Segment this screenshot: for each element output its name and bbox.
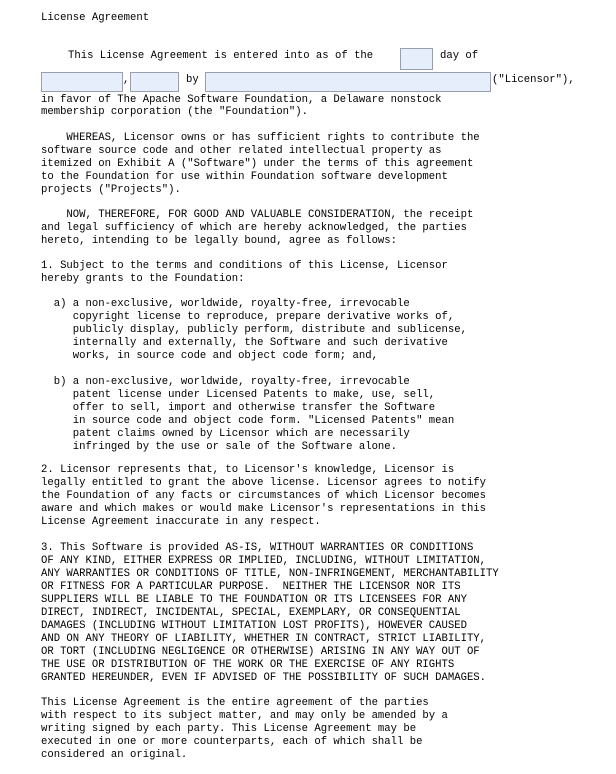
month-field[interactable]	[41, 72, 123, 92]
year-field[interactable]	[130, 72, 179, 92]
paragraph-line: with respect to its subject matter, and may only be amended by a	[41, 710, 448, 722]
paragraph-line: copyright license to reproduce, prepare derivative works of,	[41, 311, 455, 323]
licensor-name-field[interactable]	[205, 72, 491, 92]
paragraph-line: WHEREAS, Licensor owns or has sufficient rights to contribute the	[41, 132, 480, 144]
paragraph-line: and legal sufficiency of which are hereby acknowledged, the parties	[41, 222, 467, 234]
paragraph-line: License Agreement inaccurate in any respect.	[41, 516, 321, 528]
day-of-label: day of	[440, 50, 479, 62]
paragraph-line: patent license under Licensed Patents to make, use, sell,	[41, 389, 436, 401]
paragraph-line: OF ANY KIND, EITHER EXPRESS OR IMPLIED, INCLUDING, WITHOUT LIMITATION,	[41, 555, 487, 567]
paragraph-line: DIRECT, INDIRECT, INCIDENTAL, SPECIAL, EXEMPLARY, OR CONSEQUENTIAL	[41, 607, 461, 619]
paragraph-line: to the Foundation for use within Foundation software development	[41, 171, 448, 183]
paragraph-line: DAMAGES (INCLUDING WITHOUT LIMITATION LOST PROFITS), HOWEVER CAUSED	[41, 620, 467, 632]
paragraph-line: hereby grants to the Foundation:	[41, 273, 245, 285]
paragraph-line: considered an original.	[41, 749, 188, 761]
paragraph-line: 2. Licensor represents that, to Licensor's knowledge, Licensor is	[41, 464, 455, 476]
licensor-label: ("Licensor"),	[492, 74, 575, 86]
paragraph-line: the Foundation of any facts or circumstances of which Licensor becomes	[41, 490, 487, 502]
paragraph-line: writing signed by each party. This License Agreement may be	[41, 723, 417, 735]
day-field[interactable]	[400, 48, 433, 70]
paragraph-line: works, in source code and object code form; and,	[41, 350, 378, 362]
intro-text: This License Agreement is entered into as of the	[68, 50, 374, 62]
paragraph-line: NOW, THEREFORE, FOR GOOD AND VALUABLE CONSIDERATION, the receipt	[41, 209, 474, 221]
comma-separator: ,	[123, 74, 130, 86]
paragraph-line: This License Agreement is the entire agreement of the parties	[41, 697, 429, 709]
paragraph-line: aware and which makes or would make Licensor's representations in this	[41, 503, 487, 515]
paragraph-line: internally and externally, the Software and such derivative	[41, 337, 448, 349]
paragraph-line: itemized on Exhibit A ("Software") under the terms of this agreement	[41, 158, 474, 170]
paragraph-line: patent claims owned by Licensor which are necessarily	[41, 428, 410, 440]
paragraph-line: 3. This Software is provided AS-IS, WITHOUT WARRANTIES OR CONDITIONS	[41, 542, 474, 554]
paragraph-line: hereto, intending to be legally bound, agree as follows:	[41, 235, 398, 247]
paragraph-line: in source code and object code form. "Licensed Patents" mean	[41, 415, 455, 427]
paragraph-line: infringed by the use or sale of the Software alone.	[41, 441, 398, 453]
paragraph-line: SUPPLIERS WILL BE LIABLE TO THE FOUNDATION OR ITS LICENSEES FOR ANY	[41, 594, 467, 606]
paragraph-line: OR TORT (INCLUDING NEGLIGENCE OR OTHERWISE) ARISING IN ANY WAY OUT OF	[41, 646, 480, 658]
paragraph-line: GRANTED HEREUNDER, EVEN IF ADVISED OF THE POSSIBILITY OF SUCH DAMAGES.	[41, 672, 487, 684]
paragraph-line: OR FITNESS FOR A PARTICULAR PURPOSE. NEITHER THE LICENSOR NOR ITS	[41, 581, 461, 593]
paragraph-line: offer to sell, import and otherwise transfer the Software	[41, 402, 436, 414]
paragraph-line: AND ON ANY THEORY OF LIABILITY, WHETHER IN CONTRACT, STRICT LIABILITY,	[41, 633, 487, 645]
paragraph-line: projects ("Projects").	[41, 184, 181, 196]
paragraph-line: b) a non-exclusive, worldwide, royalty-free, irrevocable	[41, 376, 410, 388]
by-label: by	[186, 74, 199, 86]
document-title: License Agreement	[41, 12, 150, 24]
paragraph-line: THE USE OR DISTRIBUTION OF THE WORK OR THE EXERCISE OF ANY RIGHTS	[41, 659, 455, 671]
paragraph-line: a) a non-exclusive, worldwide, royalty-free, irrevocable	[41, 298, 410, 310]
paragraph-line: executed in one or more counterparts, each of which shall be	[41, 736, 423, 748]
paragraph-line: 1. Subject to the terms and conditions of this License, Licensor	[41, 260, 448, 272]
paragraph-line: legally entitled to grant the above license. Licensor agrees to notify	[41, 477, 487, 489]
intro-line-3: in favor of The Apache Software Foundation, a Delaware nonstock	[41, 94, 442, 106]
paragraph-line: ANY WARRANTIES OR CONDITIONS OF TITLE, NON-INFRINGEMENT, MERCHANTABILITY	[41, 568, 499, 580]
paragraph-line: software source code and other related intellectual property as	[41, 145, 442, 157]
paragraph-line: publicly display, publicly perform, distribute and sublicense,	[41, 324, 467, 336]
intro-line-4: membership corporation (the "Foundation").	[41, 106, 309, 118]
